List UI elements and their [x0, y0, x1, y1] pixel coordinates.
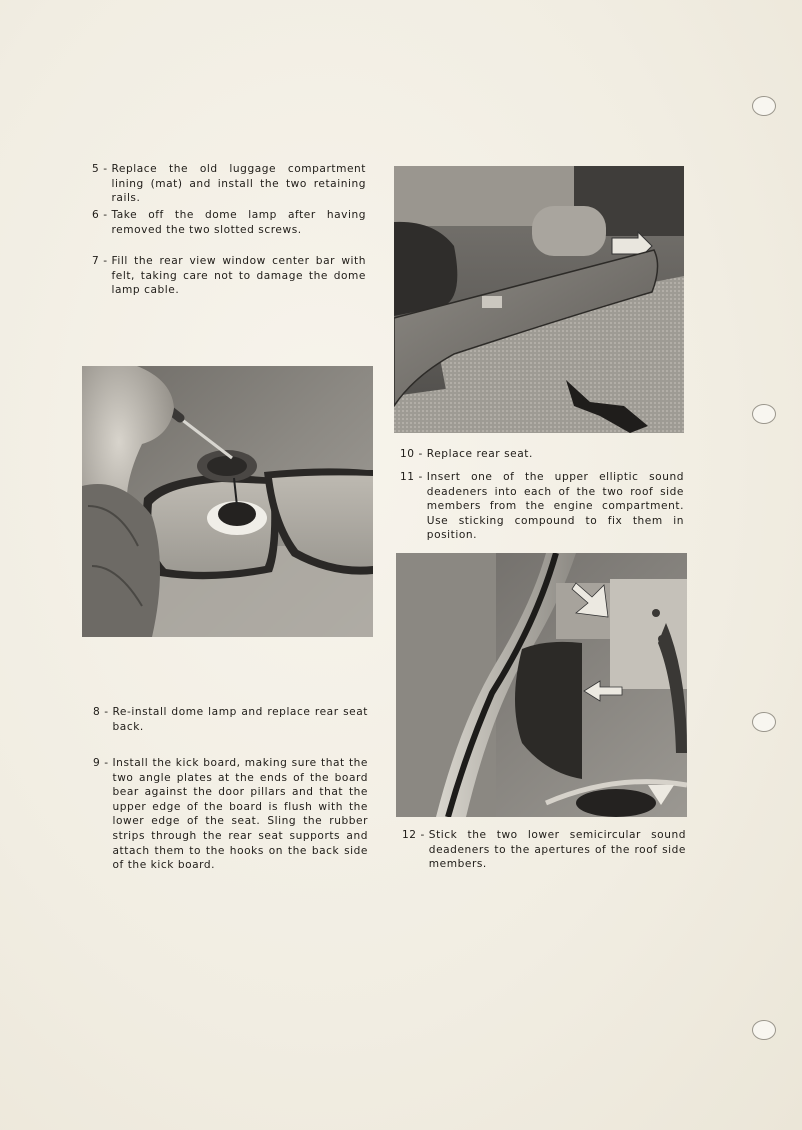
- step-text: Stick the two lower semicircular sound deadeners to the apertures of the roof side members.: [428, 829, 686, 871]
- step-text: Insert one of the upper elliptic sound deadeners into each of the two roof side members from the engine compartment. Use sticking compound to fix them in position.: [426, 471, 684, 542]
- binder-hole-3: [752, 712, 776, 732]
- step-10: [400, 447, 684, 462]
- step-number: 11 -: [400, 471, 427, 483]
- step-number: 5 -: [92, 163, 112, 175]
- step-12: [402, 828, 686, 872]
- photo-sound-deadeners: [396, 553, 687, 817]
- step-text: Fill the rear view window center bar with felt, taking care not to damage the dome lamp cable.: [111, 255, 366, 297]
- binder-hole-2: [752, 404, 776, 424]
- step-text: Replace the old luggage compartment lining (mat) and install the two retaining rails.: [111, 163, 366, 205]
- step-8: [93, 705, 368, 734]
- sound-deadener-illustration: [396, 553, 687, 817]
- binder-hole-1: [752, 96, 776, 116]
- kick-board-illustration: [394, 166, 684, 433]
- step-text: Take off the dome lamp after having removed the two slotted screws.: [111, 209, 366, 236]
- step-number: 12 -: [402, 829, 429, 841]
- photo-dome-lamp-removal: [82, 366, 373, 637]
- photo-kick-board: [394, 166, 684, 433]
- step-text: Re-install dome lamp and replace rear seat back.: [112, 706, 368, 733]
- step-6: [92, 208, 366, 237]
- step-5: [92, 162, 366, 206]
- step-number: 8 -: [93, 706, 113, 718]
- step-11: [400, 470, 684, 543]
- step-text: Install the kick board, making sure that the two angle plates at the ends of the board bear against the door pillars and that the upper edge of the board is flush with the lower edge of the seat. Sling the rubber strips through the rear seat supports and attach them to the hooks on the back side of the kick board.: [112, 757, 368, 872]
- step-number: 10 -: [400, 448, 427, 460]
- step-text: Replace rear seat.: [426, 448, 533, 460]
- step-9: [93, 756, 368, 873]
- binder-hole-4: [752, 1020, 776, 1040]
- step-number: 7 -: [92, 255, 112, 267]
- step-number: 6 -: [92, 209, 112, 221]
- step-number: 9 -: [93, 757, 113, 769]
- dome-lamp-illustration: [82, 366, 373, 637]
- step-7: [92, 254, 366, 298]
